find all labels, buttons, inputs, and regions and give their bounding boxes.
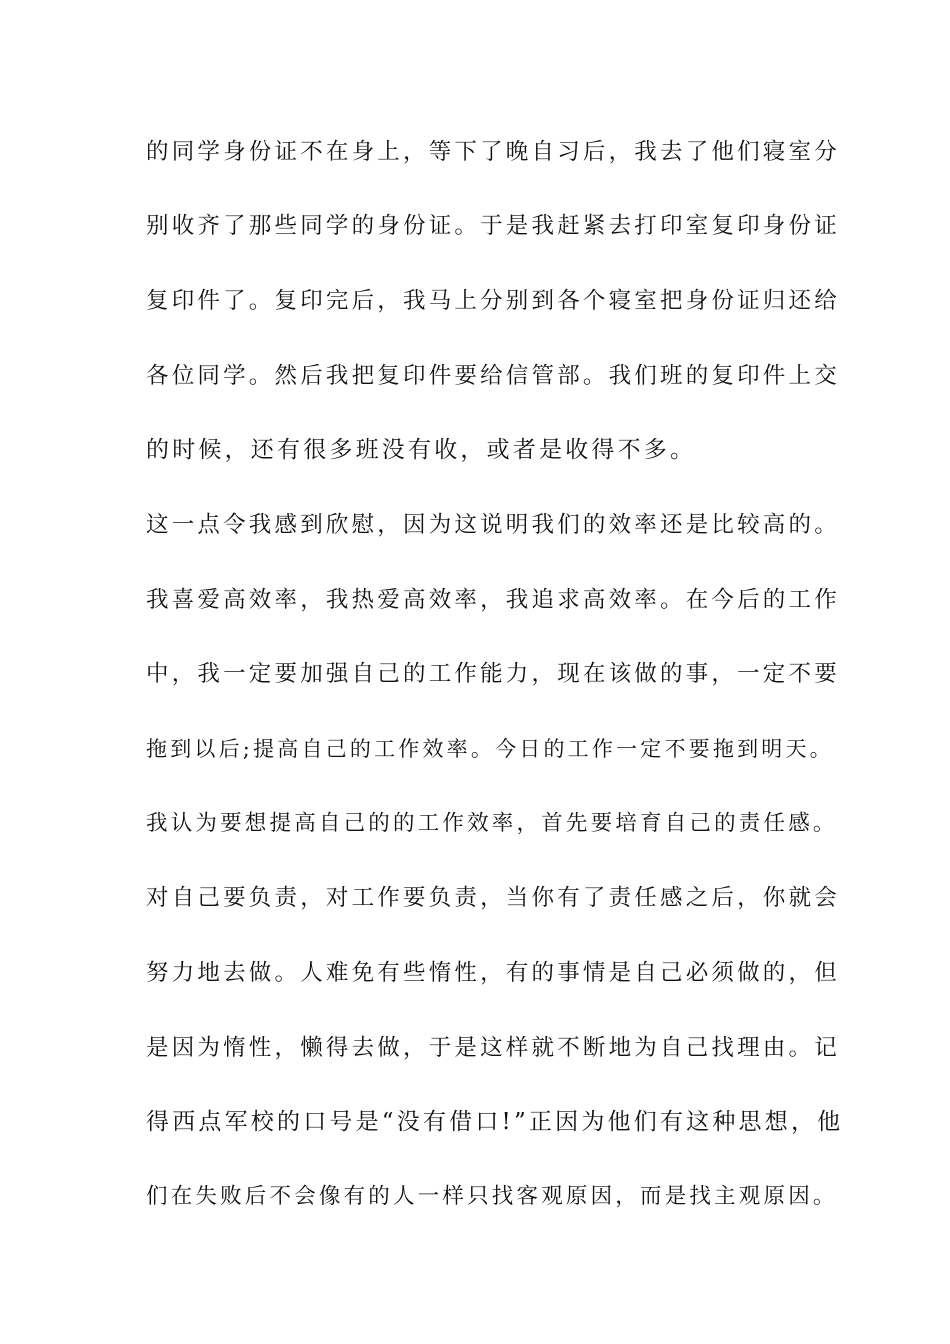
text-line: 我认为要想提高自己的的工作效率，首先要培育自己的责任感。: [146, 811, 838, 836]
text-line: 中，我一定要加强自己的工作能力，现在该做的事，一定不要: [146, 661, 840, 687]
text-line: 们在失败后不会像有的人一样只找客观原因，而是找主观原因。: [146, 1184, 838, 1209]
text-line: 是因为惰性，懒得去做，于是这样就不断地为自己找理由。记: [146, 1035, 840, 1061]
text-line: 别收齐了那些同学的身份证。于是我赶紧去打印室复印身份证: [146, 213, 840, 239]
text-line: 拖到以后;提高自己的工作效率。今日的工作一定不要拖到明天。: [146, 737, 834, 761]
text-line: 这一点令我感到欣慰，因为这说明我们的效率还是比较高的。: [146, 512, 840, 538]
text-line: 对自己要负责，对工作要负责，当你有了责任感之后，你就会: [146, 885, 840, 911]
text-line: 我喜爱高效率，我热爱高效率，我追求高效率。在今后的工作: [146, 587, 840, 613]
text-line: 得西点军校的口号是“没有借口!”正因为他们有这种思想，他: [146, 1109, 844, 1135]
text-line: 努力地去做。人难免有些惰性，有的事情是自己必须做的，但: [146, 960, 840, 986]
text-line: 各位同学。然后我把复印件要给信管部。我们班的复印件上交: [146, 363, 840, 389]
text-line: 复印件了。复印完后，我马上分别到各个寝室把身份证归还给: [146, 288, 840, 314]
text-line: 的同学身份证不在身上，等下了晚自习后，我去了他们寝室分: [146, 139, 840, 165]
text-line: 的时候，还有很多班没有收，或者是收得不多。: [146, 437, 697, 463]
